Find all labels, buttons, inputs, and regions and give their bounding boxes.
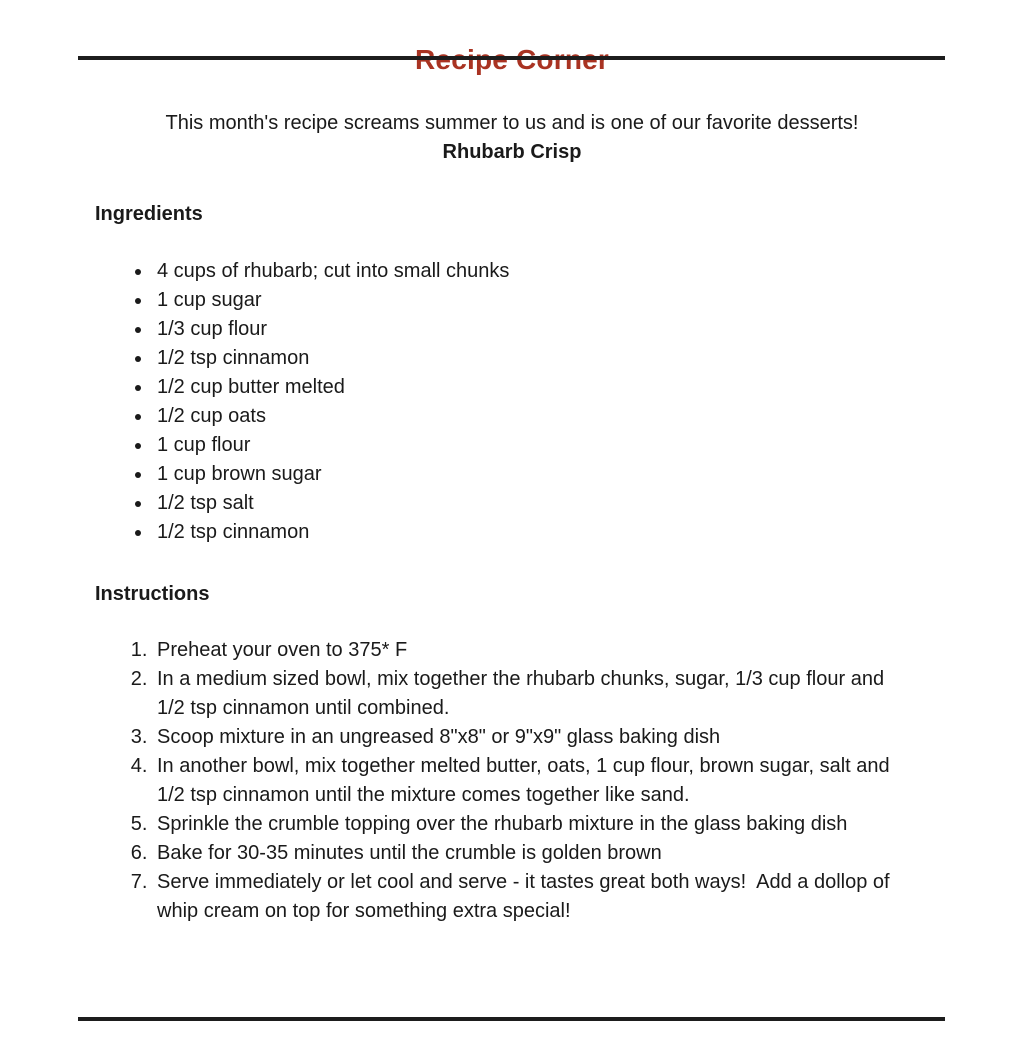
ingredient-item: • 1/2 cup butter melted	[153, 373, 910, 402]
ingredient-item: • 1/2 cup oats	[153, 402, 910, 431]
ingredient-item: • 1/2 tsp salt	[153, 489, 910, 518]
ingredient-item: • 1/2 tsp cinnamon	[153, 344, 910, 373]
ingredient-item: • 1/2 tsp cinnamon	[153, 518, 910, 547]
intro-block	[0, 109, 1024, 167]
top-divider	[78, 56, 945, 60]
instructions-list	[95, 636, 910, 926]
page-title	[0, 44, 1024, 76]
instruction-item: 5. Sprinkle the crumble topping over the rhubarb mixture in the glass baking dish	[153, 810, 910, 839]
instruction-item: 2. In a medium sized bowl, mix together the rhubarb chunks, sugar, 1/3 cup flour and 1/2 tsp cinnamon until combined.	[153, 665, 910, 723]
instruction-item: 1. Preheat your oven to 375* F	[153, 636, 910, 665]
intro-text: This month's recipe screams summer to us and is one of our favorite desserts!	[165, 112, 859, 134]
instruction-item: 6. Bake for 30-35 minutes until the crumble is golden brown	[153, 839, 910, 868]
instruction-item: 7. Serve immediately or let cool and serve - it tastes great both ways! Add a dollop of whip cream on top for something extra special!	[153, 868, 910, 926]
instruction-item: 4. In another bowl, mix together melted butter, oats, 1 cup flour, brown sugar, salt and 1/2 tsp cinnamon until the mixture comes together like sand.	[153, 752, 910, 810]
ingredient-item: • 1 cup sugar	[153, 286, 910, 315]
recipe-content	[95, 203, 949, 926]
ingredients-list	[95, 257, 910, 547]
recipe-name: Rhubarb Crisp	[442, 141, 582, 163]
instruction-item: 3. Scoop mixture in an ungreased 8"x8" or 9"x9" glass baking dish	[153, 723, 910, 752]
ingredient-item: • 1 cup brown sugar	[153, 460, 910, 489]
bottom-divider	[78, 1017, 945, 1021]
instructions-heading: Instructions	[95, 583, 210, 605]
ingredients-heading: Ingredients	[95, 203, 203, 225]
ingredient-item: • 4 cups of rhubarb; cut into small chunks	[153, 257, 910, 286]
ingredient-item: • 1/3 cup flour	[153, 315, 910, 344]
ingredient-item: • 1 cup flour	[153, 431, 910, 460]
